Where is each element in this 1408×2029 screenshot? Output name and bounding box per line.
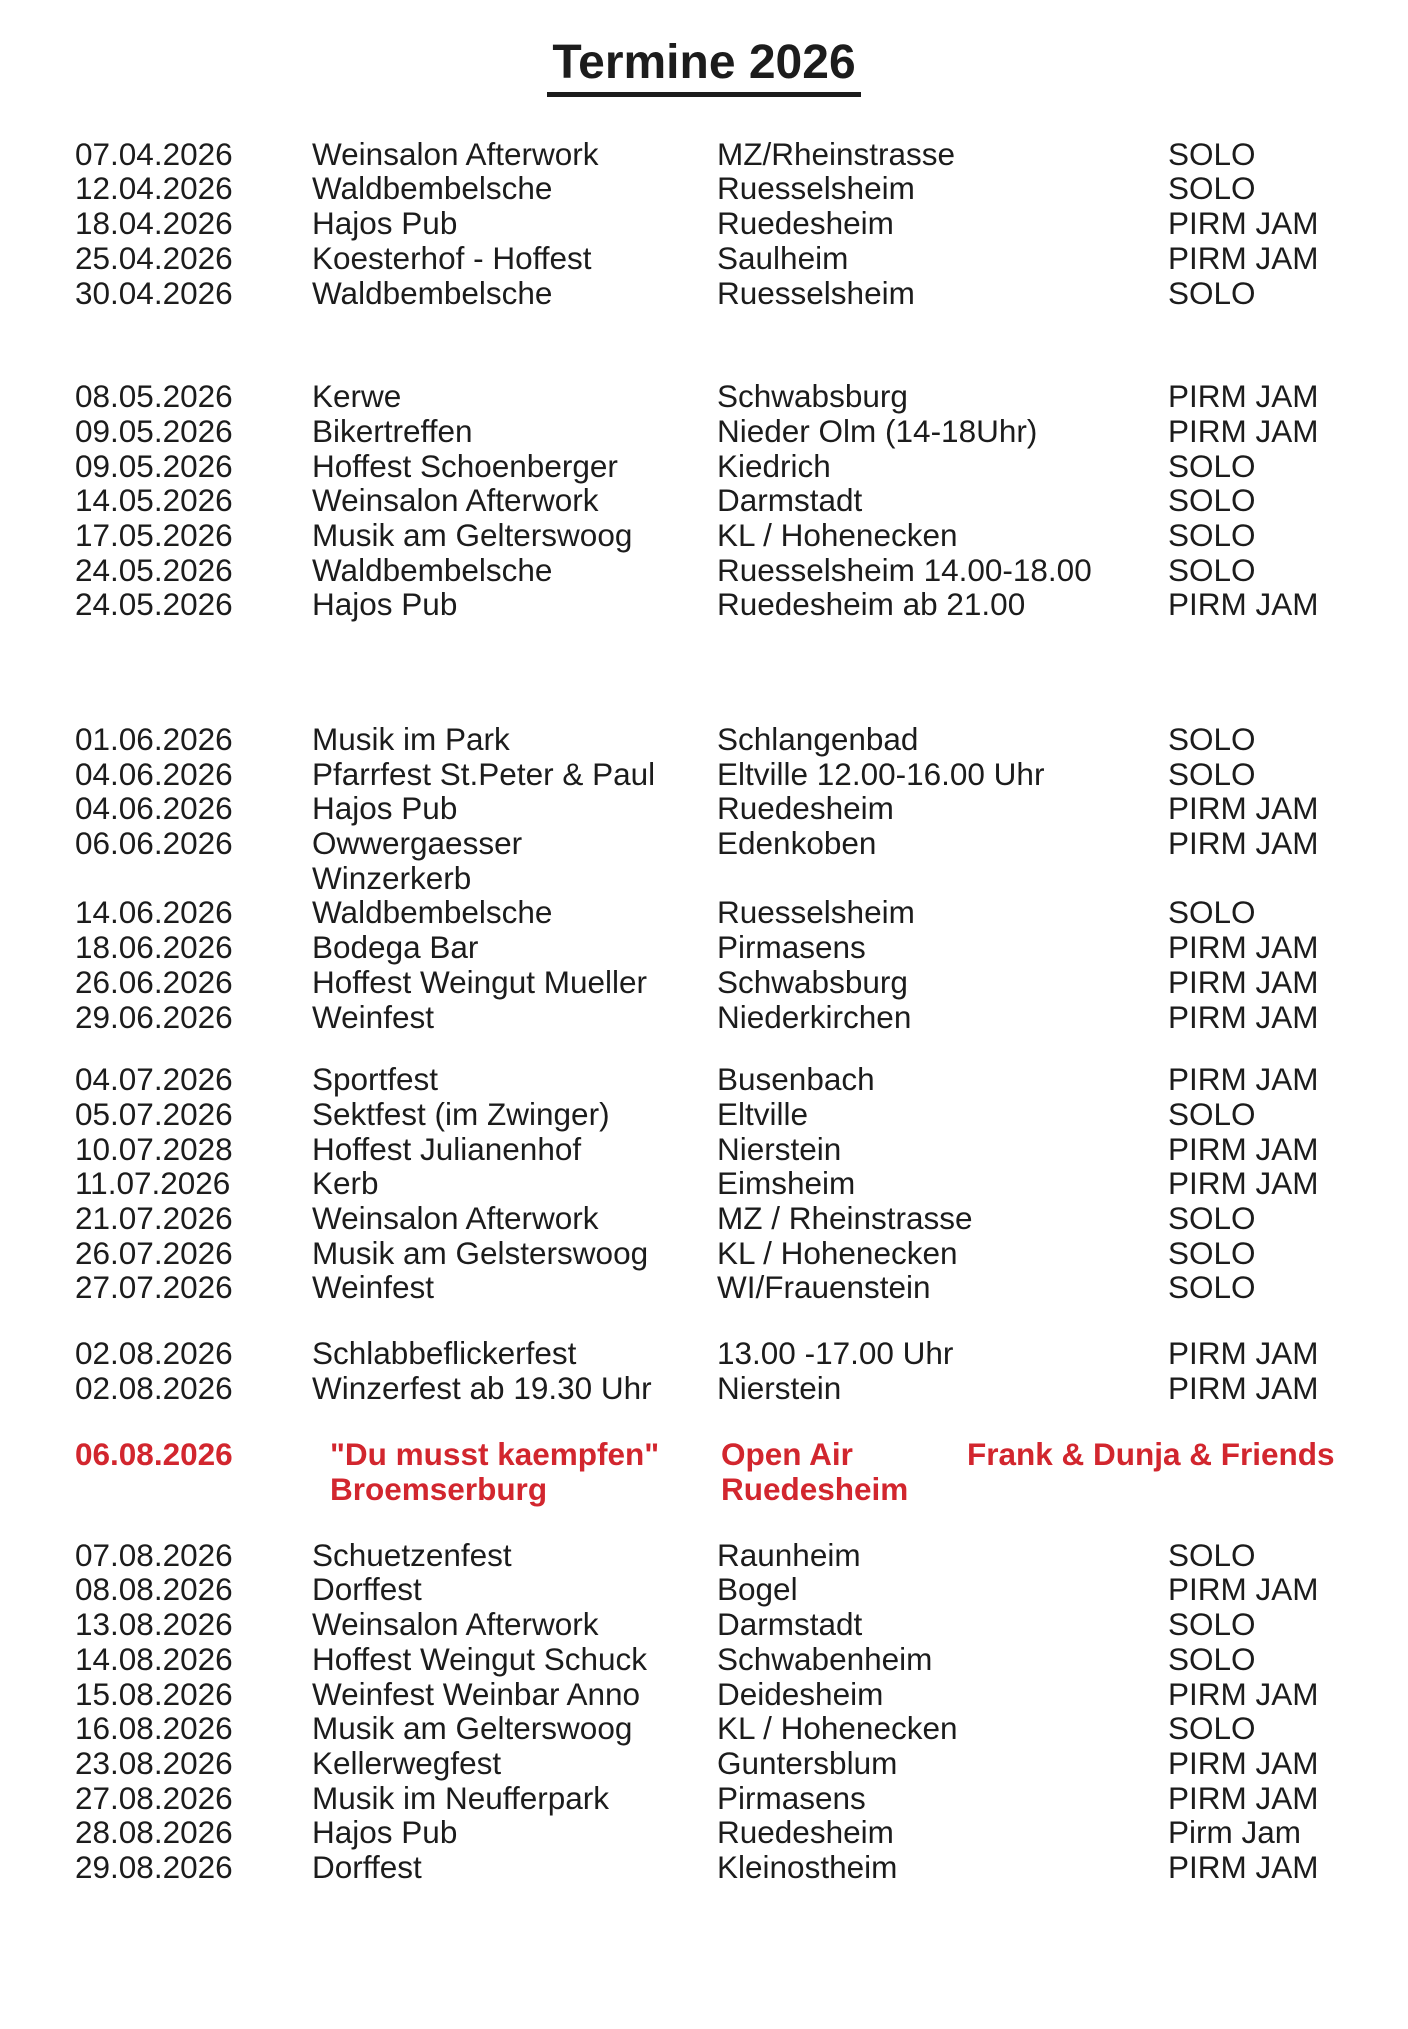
event-name: Bodega Bar [312,929,479,966]
event-date: 04.07.2026 [75,1061,233,1098]
event-type: PIRM JAM [1168,790,1319,827]
event-name: Hoffest Schoenberger [312,447,618,484]
event-type: PIRM JAM [1168,205,1319,242]
event-name: Hoffest Weingut Schuck [312,1640,648,1677]
schedule-row [0,1472,1408,1507]
event-location: Ruedesheim [717,205,894,242]
event-date: 06.08.2026 [75,1436,233,1473]
schedule-row [0,1097,1408,1132]
event-name: "Du musst kaempfen" [330,1436,660,1473]
schedule-row [0,1677,1408,1712]
event-name: Musik im Neufferpark [312,1779,610,1816]
event-date: 24.05.2026 [75,586,233,623]
event-type: SOLO [1168,1095,1256,1132]
schedule-section-highlight [0,1437,1408,1506]
event-name: Schuetzenfest [312,1536,512,1573]
event-type: PIRM JAM [1168,1848,1319,1885]
event-location: Deidesheim [717,1675,884,1712]
event-type: PIRM JAM [1168,1571,1319,1608]
event-name: Schlabbeflickerfest [312,1335,577,1372]
event-name: Weinfest [312,998,434,1035]
event-date: 02.08.2026 [75,1369,233,1406]
event-performers: Frank & Dunja & Friends [967,1436,1335,1473]
event-date: 02.08.2026 [75,1335,233,1372]
schedule-row [0,1607,1408,1642]
event-date: 08.08.2026 [75,1571,233,1608]
event-location: 13.00 -17.00 Uhr [717,1335,954,1372]
event-location: Ruedesheim ab 21.00 [717,586,1026,623]
event-location: Ruedesheim [721,1471,909,1508]
event-name: Waldbembelsche [312,170,553,207]
event-location: Schwabsburg [717,963,908,1000]
event-name: Musik am Gelterswoog [312,1710,633,1747]
event-location: Pirmasens [717,929,866,966]
event-type: PIRM JAM [1168,1165,1319,1202]
schedule-section [0,379,1408,622]
event-location: Nierstein [717,1369,842,1406]
event-location: Busenbach [717,1061,875,1098]
event-name: Sportfest [312,1061,439,1098]
event-date: 15.08.2026 [75,1675,233,1712]
event-location: Raunheim [717,1536,861,1573]
event-date: 10.07.2028 [75,1130,233,1167]
event-name: Weinsalon Afterwork [312,482,599,519]
event-location: Ruesselsheim [717,274,915,311]
event-type: SOLO [1168,1199,1256,1236]
schedule-row [0,1781,1408,1816]
event-type: PIRM JAM [1168,378,1319,415]
event-date: 11.07.2026 [75,1165,231,1202]
event-date: 24.05.2026 [75,551,233,588]
event-name: Weinsalon Afterwork [312,135,599,172]
event-name: Broemserburg [330,1471,548,1508]
event-date: 09.05.2026 [75,447,233,484]
schedule-row [0,379,1408,414]
event-type: SOLO [1168,170,1256,207]
event-date: 12.04.2026 [75,170,233,207]
page-title-wrap [0,37,1408,97]
event-type: PIRM JAM [1168,825,1319,862]
event-type: SOLO [1168,755,1256,792]
page-title: Termine 2026 [547,37,860,97]
event-location: Eltville 12.00-16.00 Uhr [717,755,1045,792]
event-location: Ruesselsheim [717,894,915,931]
event-type: Pirm Jam [1168,1814,1301,1851]
event-type: SOLO [1168,135,1256,172]
schedule-row [0,757,1408,792]
event-date: 08.05.2026 [75,378,233,415]
schedule-row [0,1437,1408,1472]
event-type: SOLO [1168,1640,1256,1677]
schedule-row [0,276,1408,311]
event-date: 07.04.2026 [75,135,233,172]
event-name: Kerb [312,1165,379,1202]
event-location: KL / Hohenecken [717,516,958,553]
event-date: 17.05.2026 [75,516,233,553]
event-date: 23.08.2026 [75,1744,233,1781]
event-date: 27.07.2026 [75,1269,233,1306]
event-name: Waldbembelsche [312,274,553,311]
event-location: WI/Frauenstein [717,1269,931,1306]
event-location: Darmstadt [717,482,863,519]
event-location: Schlangenbad [717,721,919,758]
event-type: PIRM JAM [1168,412,1319,449]
event-location: Nieder Olm (14-18Uhr) [717,412,1038,449]
event-name: Weinfest [312,1269,434,1306]
event-location: Darmstadt [717,1606,863,1643]
schedule-section [0,722,1408,1034]
event-name: Hajos Pub [312,1814,458,1851]
event-name: Pfarrfest St.Peter & Paul [312,755,656,792]
schedule-row [0,930,1408,965]
schedule-row [0,965,1408,1000]
schedule-list [0,137,1408,1885]
schedule-row [0,414,1408,449]
schedule-row [0,1201,1408,1236]
event-name: Kellerwegfest [312,1744,502,1781]
event-location: Ruedesheim [717,1814,894,1851]
document-page [0,37,1408,2029]
event-name: Owwergaesser [312,825,523,862]
event-name: Winzerfest ab 19.30 Uhr [312,1369,652,1406]
event-name: Hajos Pub [312,205,458,242]
event-type: SOLO [1168,894,1256,931]
schedule-row [0,171,1408,206]
event-type: SOLO [1168,721,1256,758]
event-date: 14.05.2026 [75,482,233,519]
event-date: 26.07.2026 [75,1234,233,1271]
event-type: PIRM JAM [1168,1369,1319,1406]
schedule-row [0,1270,1408,1305]
event-date: 27.08.2026 [75,1779,233,1816]
event-location: MZ / Rheinstrasse [717,1199,973,1236]
event-location: Schwabenheim [717,1640,933,1677]
schedule-row [0,1711,1408,1746]
event-date: 18.06.2026 [75,929,233,966]
event-location: Bogel [717,1571,798,1608]
schedule-section [0,1336,1408,1405]
event-location: Niederkirchen [717,998,912,1035]
schedule-section [0,137,1408,310]
schedule-row [0,1371,1408,1406]
event-location: MZ/Rheinstrasse [717,135,956,172]
event-name: Hajos Pub [312,586,458,623]
event-name: Winzerkerb [312,859,472,896]
event-date: 21.07.2026 [75,1199,233,1236]
event-date: 25.04.2026 [75,239,233,276]
schedule-row [0,1062,1408,1097]
event-name: Hoffest Weingut Mueller [312,963,647,1000]
event-type: SOLO [1168,482,1256,519]
event-date: 04.06.2026 [75,790,233,827]
schedule-row [0,1132,1408,1167]
event-type: PIRM JAM [1168,586,1319,623]
event-name: Dorffest [312,1571,422,1608]
event-location: Kleinostheim [717,1848,898,1885]
event-type: PIRM JAM [1168,1779,1319,1816]
event-name: Weinsalon Afterwork [312,1606,599,1643]
event-location: Ruedesheim [717,790,894,827]
schedule-row [0,553,1408,588]
event-date: 28.08.2026 [75,1814,233,1851]
event-type: PIRM JAM [1168,1675,1319,1712]
event-location: Open Air [721,1436,853,1473]
event-date: 14.06.2026 [75,894,233,931]
event-type: SOLO [1168,1269,1256,1306]
event-date: 01.06.2026 [75,721,233,758]
event-date: 09.05.2026 [75,412,233,449]
event-name: Koesterhof - Hoffest [312,239,592,276]
event-date: 30.04.2026 [75,274,233,311]
event-location: KL / Hohenecken [717,1234,958,1271]
event-date: 07.08.2026 [75,1536,233,1573]
event-name: Musik am Gelsterswoog [312,1234,649,1271]
event-date: 06.06.2026 [75,825,233,862]
schedule-row [0,449,1408,484]
event-name: Sektfest (im Zwinger) [312,1095,610,1132]
schedule-row [0,1850,1408,1885]
schedule-row [0,826,1408,861]
event-name: Hoffest Julianenhof [312,1130,582,1167]
schedule-row [0,587,1408,622]
schedule-row [0,137,1408,172]
event-name: Kerwe [312,378,402,415]
event-date: 13.08.2026 [75,1606,233,1643]
event-type: PIRM JAM [1168,998,1319,1035]
schedule-section [0,1538,1408,1885]
event-type: PIRM JAM [1168,1335,1319,1372]
event-name: Dorffest [312,1848,422,1885]
event-type: SOLO [1168,274,1256,311]
schedule-row [0,1746,1408,1781]
event-type: SOLO [1168,447,1256,484]
schedule-row [0,1642,1408,1677]
schedule-row [0,895,1408,930]
event-location: Ruesselsheim [717,170,915,207]
schedule-row [0,1166,1408,1201]
event-location: Pirmasens [717,1779,866,1816]
event-date: 29.08.2026 [75,1848,233,1885]
event-type: PIRM JAM [1168,963,1319,1000]
event-location: Kiedrich [717,447,831,484]
event-location: Ruesselsheim 14.00-18.00 [717,551,1092,588]
event-name: Bikertreffen [312,412,473,449]
schedule-row [0,1000,1408,1035]
event-location: Schwabsburg [717,378,908,415]
schedule-row [0,1538,1408,1573]
schedule-row [0,1236,1408,1271]
schedule-row [0,483,1408,518]
event-type: SOLO [1168,1536,1256,1573]
event-name: Hajos Pub [312,790,458,827]
event-name: Weinsalon Afterwork [312,1199,599,1236]
event-name: Waldbembelsche [312,894,553,931]
schedule-row [0,206,1408,241]
event-type: SOLO [1168,1710,1256,1747]
schedule-row [0,518,1408,553]
schedule-row [0,722,1408,757]
event-location: Edenkoben [717,825,877,862]
event-name: Weinfest Weinbar Anno [312,1675,641,1712]
event-type: SOLO [1168,1606,1256,1643]
event-type: PIRM JAM [1168,929,1319,966]
event-location: Saulheim [717,239,849,276]
event-name: Waldbembelsche [312,551,553,588]
event-date: 29.06.2026 [75,998,233,1035]
event-name: Musik im Park [312,721,510,758]
event-location: Eimsheim [717,1165,856,1202]
event-type: SOLO [1168,516,1256,553]
schedule-row [0,791,1408,826]
schedule-section [0,1062,1408,1305]
event-date: 04.06.2026 [75,755,233,792]
event-date: 18.04.2026 [75,205,233,242]
event-type: SOLO [1168,1234,1256,1271]
event-location: Nierstein [717,1130,842,1167]
event-date: 26.06.2026 [75,963,233,1000]
schedule-row [0,1336,1408,1371]
schedule-row [0,241,1408,276]
event-date: 16.08.2026 [75,1710,233,1747]
schedule-row [0,861,1408,896]
event-type: SOLO [1168,551,1256,588]
event-type: PIRM JAM [1168,1061,1319,1098]
event-location: Guntersblum [717,1744,898,1781]
schedule-row [0,1572,1408,1607]
event-type: PIRM JAM [1168,1744,1319,1781]
event-type: PIRM JAM [1168,239,1319,276]
event-date: 14.08.2026 [75,1640,233,1677]
schedule-row [0,1815,1408,1850]
event-type: PIRM JAM [1168,1130,1319,1167]
event-date: 05.07.2026 [75,1095,233,1132]
event-location: KL / Hohenecken [717,1710,958,1747]
event-location: Eltville [717,1095,809,1132]
event-name: Musik am Gelterswoog [312,516,633,553]
